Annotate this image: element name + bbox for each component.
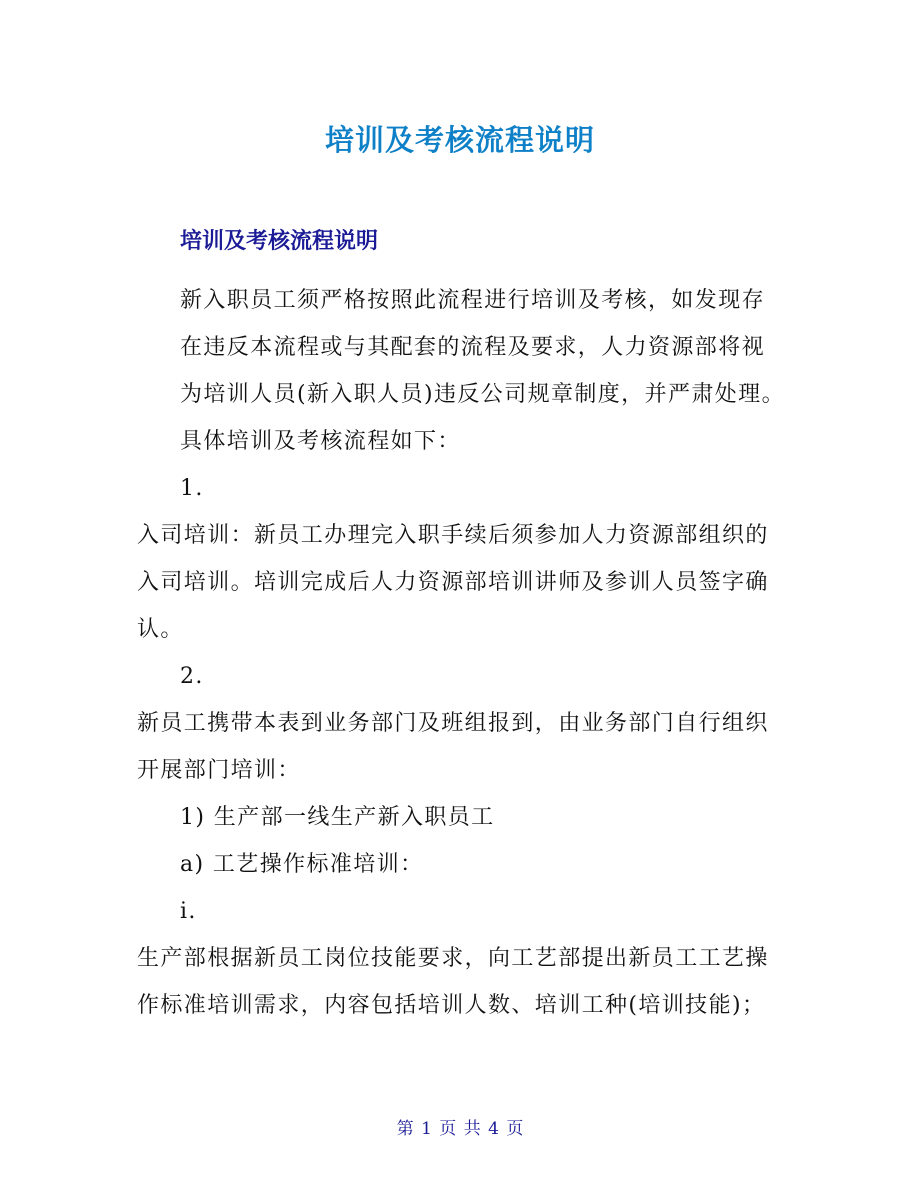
paragraph-intro: 新入职员工须严格按照此流程进行培训及考核，如发现存在违反本流程或与其配套的流程及要求，人力资源部将视为培训人员(新入职人员)违反公司规章制度，并严肃处理。 bbox=[180, 288, 785, 407]
page-footer: 第 1 页 共 4 页 bbox=[396, 1119, 524, 1139]
paragraph-department-training: 新员工携带本表到业务部门及班组报到，由业务部门自行组织开展部门培训： bbox=[137, 711, 769, 783]
list-item-production-staff: 1) 生产部一线生产新入职员工 bbox=[180, 805, 495, 830]
list-marker-1: 1. bbox=[180, 476, 204, 501]
list-marker-2: 2. bbox=[180, 664, 204, 689]
document-title: 培训及考核流程说明 bbox=[324, 123, 595, 157]
section-heading: 培训及考核流程说明 bbox=[180, 229, 379, 254]
paragraph-orientation-training: 入司培训：新员工办理完入职手续后须参加人力资源部组织的入司培训。培训完成后人力资源部培训讲师及参训人员签字确认。 bbox=[137, 523, 769, 642]
list-marker-i: i. bbox=[180, 899, 197, 924]
paragraph-process-lead: 具体培训及考核流程如下： bbox=[180, 429, 461, 454]
list-item-process-training: a) 工艺操作标准培训： bbox=[180, 852, 424, 877]
paragraph-training-request: 生产部根据新员工岗位技能要求，向工艺部提出新员工工艺操作标准培训需求，内容包括培训人数、培训工种(培训技能)； bbox=[137, 946, 769, 1018]
document-body bbox=[137, 277, 787, 1029]
